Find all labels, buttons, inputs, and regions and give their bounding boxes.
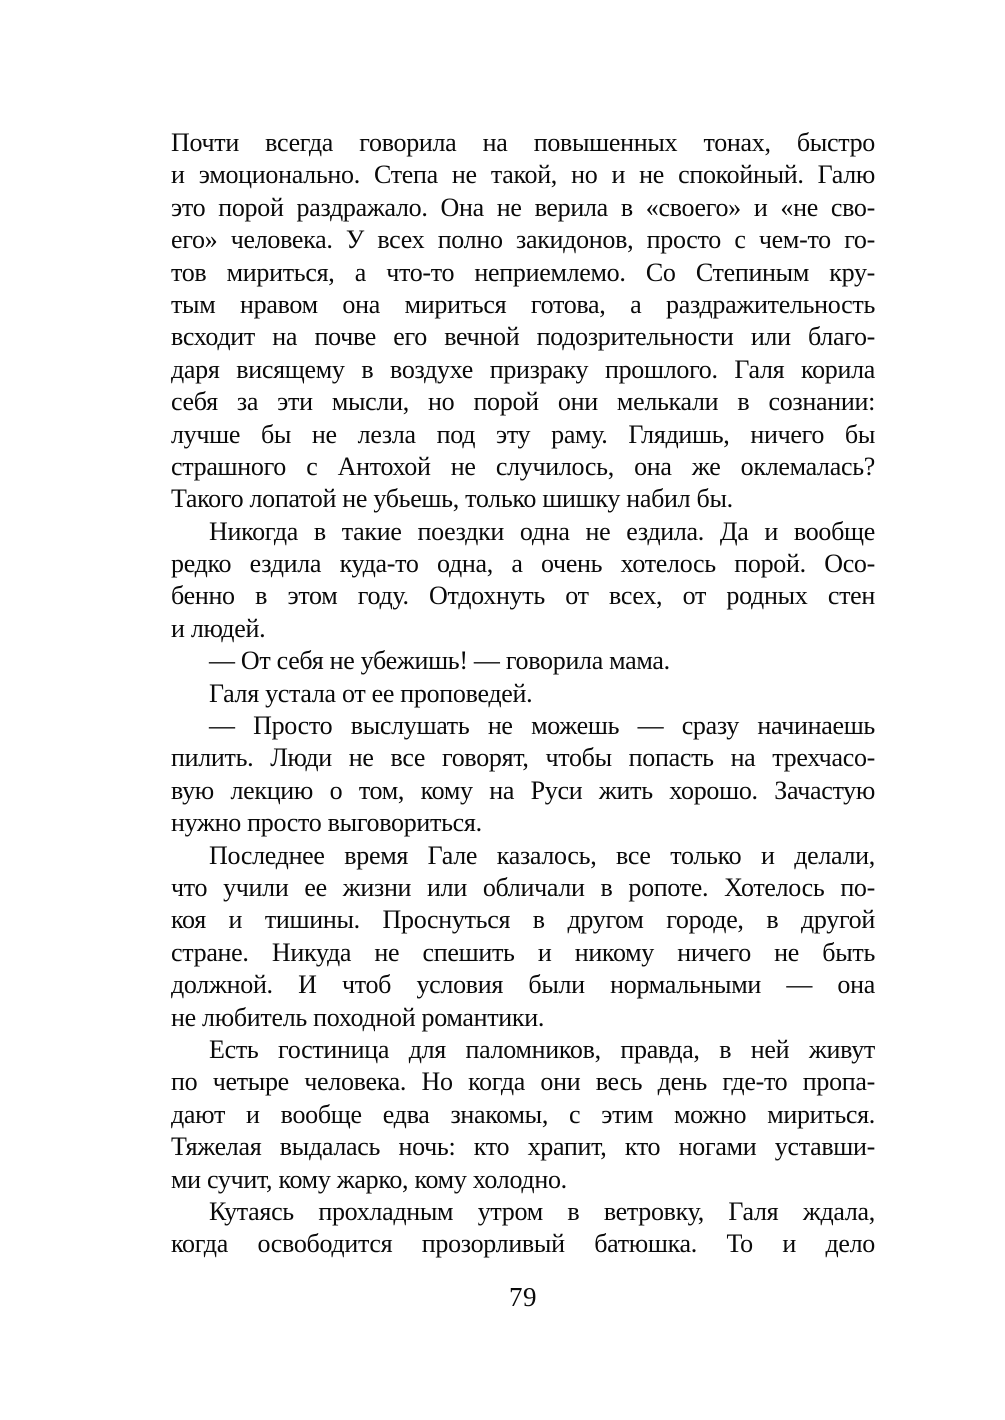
text-line: и людей. — [171, 613, 266, 643]
text-line: лучше бы не лезла под эту раму. Глядишь, ничего бы — [171, 419, 875, 449]
text-line: всходит на почве его вечной подозрительности или благо- — [171, 322, 875, 352]
text-line: Есть гостиница для паломников, правда, в ней живут — [209, 1034, 875, 1064]
text-line: вую лекцию о том, кому на Руси жить хорошо. Зачастую — [171, 775, 875, 805]
text-line: и эмоционально. Степа не такой, но и не спокойный. Галю — [171, 160, 875, 190]
text-line: не любитель походной романтики. — [171, 1002, 545, 1032]
text-line: ми сучит, кому жарко, кому холодно. — [171, 1164, 567, 1194]
text-line: Такого лопатой не убьешь, только шишку набил бы. — [171, 484, 733, 514]
text-line: бенно в этом году. Отдохнуть от всех, от родных стен — [171, 581, 875, 611]
text-line: когда освободится прозорливый батюшка. То и дело — [171, 1229, 875, 1259]
text-line: редко ездила куда-то одна, а очень хотелось порой. Осо- — [171, 549, 875, 579]
text-line: пилить. Люди не все говорят, чтобы попасть на трехчасо- — [171, 743, 875, 773]
text-line: — От себя не убежишь! — говорила мама. — [209, 646, 670, 676]
text-line: дают и вообще едва знакомы, с этим можно мириться. — [171, 1099, 875, 1129]
text-line: должной. И чтоб условия были нормальными — она — [171, 970, 875, 1000]
text-line: — Просто выслушать не можешь — сразу начинаешь — [209, 711, 875, 741]
text-line: себя за эти мысли, но порой они мелькали в сознании: — [171, 387, 875, 417]
text-block — [171, 127, 875, 1261]
text-line: Галя устала от ее проповедей. — [209, 678, 533, 708]
text-line: Почти всегда говорила на повышенных тонах, быстро — [171, 128, 875, 157]
text-line: Последнее время Гале казалось, все только и делали, — [209, 840, 875, 870]
page-number: 79 — [509, 1282, 537, 1312]
text-line: это порой раздражало. Она не верила в «своего» и «не сво- — [171, 192, 875, 222]
text-line: коя и тишины. Проснуться в другом городе, в другой — [171, 905, 875, 935]
text-line: Тяжелая выдалась ночь: кто храпит, кто ногами уставши- — [171, 1132, 875, 1162]
text-line: тов мириться, а что-то неприемлемо. Со Степиным кру- — [171, 257, 875, 287]
text-line: Никогда в такие поездки одна не ездила. Да и вообще — [209, 516, 875, 546]
text-line: по четыре человека. Но когда они весь день где-то пропа- — [171, 1067, 875, 1097]
text-line: стране. Никуда не спешить и никому ничего не быть — [171, 937, 875, 967]
text-line: Кутаясь прохладным утром в ветровку, Галя ждала, — [209, 1196, 875, 1226]
text-line: нужно просто выговориться. — [171, 808, 482, 838]
text-line: что учили ее жизни или обличали в ропоте. Хотелось по- — [171, 872, 875, 902]
text-line: даря висящему в воздухе призраку прошлого. Галя корила — [171, 354, 875, 384]
text-line: тым нравом она мириться готова, а раздражительность — [171, 289, 875, 319]
text-line: страшного с Антохой не случилось, она же оклемалась? — [171, 451, 875, 481]
text-line: его» человека. У всех полно закидонов, просто с чем-то го- — [171, 225, 875, 255]
